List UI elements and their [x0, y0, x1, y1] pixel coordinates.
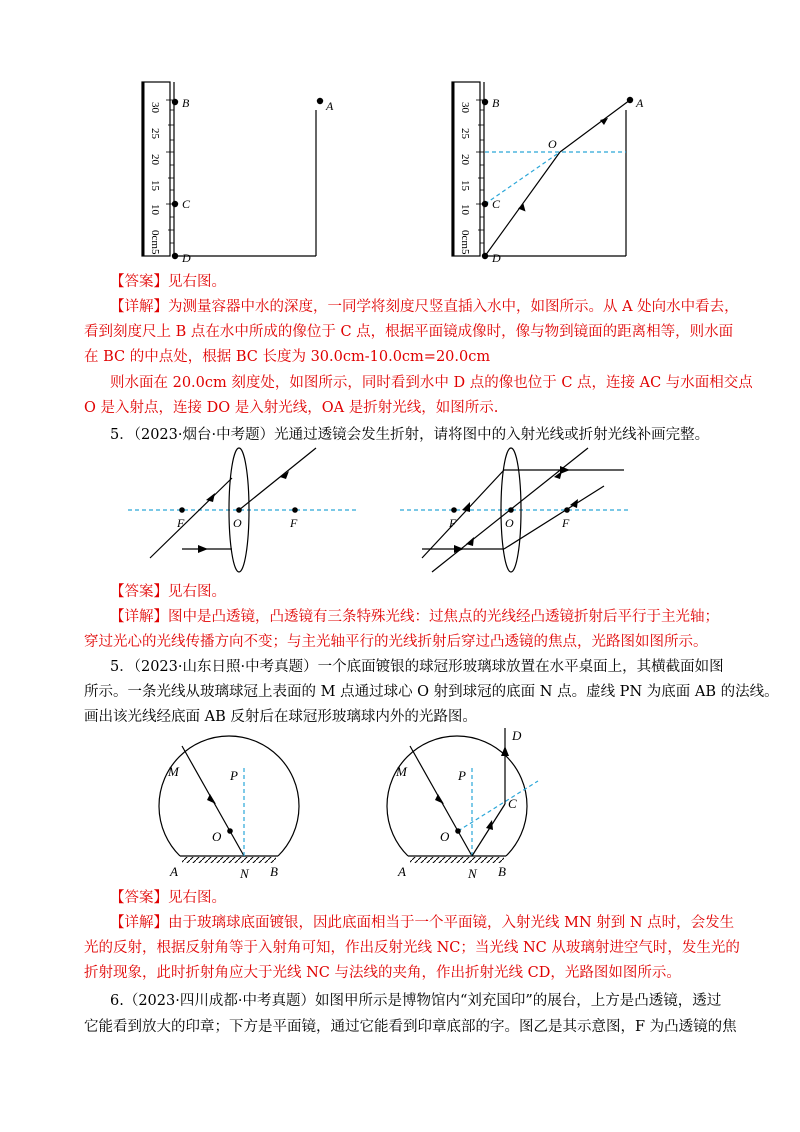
label-F-left-1: F — [177, 516, 185, 530]
label-C-right: C — [492, 197, 501, 211]
tick-20-r: 20 — [459, 154, 471, 165]
label-C-left: C — [182, 197, 191, 211]
answer-2: 【答案】见右图。 — [110, 584, 226, 600]
question-5-rizhao-line-1: 5．（2023·山东日照·中考真题）一个底面镀银的球冠形玻璃球放置在水平桌面上，其横截面如图 — [110, 659, 724, 675]
detail-1-line-5: O 是入射点，连接 DO 是入射光线，OA 是折射光线，如图所示. — [84, 400, 499, 416]
label-C-right: C — [508, 796, 517, 811]
answer-3: 【答案】见右图。 — [110, 890, 226, 906]
label-D-right: D — [512, 728, 522, 743]
tick-15: 15 — [149, 180, 161, 191]
label-M-right: M — [396, 764, 407, 779]
tick-25: 25 — [149, 128, 161, 139]
tick-20: 20 — [149, 154, 161, 165]
label-O-right: O — [505, 516, 514, 530]
label-O-right: O — [548, 137, 557, 151]
question-6-line-2: 它能看到放大的印章；下方是平面镜，通过它能看到印章底部的字。图乙是其示意图，F 为凸透镜的焦 — [84, 1019, 737, 1035]
label-B-left: B — [182, 96, 190, 110]
tick-30-r: 30 — [459, 102, 471, 113]
detail-3-line-2: 光的反射，根据反射角等于入射角可知，作出反射光线 NC；当光线 NC 从玻璃射进空气时，发生光的 — [84, 940, 740, 956]
right-container-diagram — [452, 82, 644, 265]
label-O-left-dome: O — [212, 829, 222, 844]
detail-3-line-3: 折射现象，此时折射角应大于光线 NC 与法线的夹角，作出折射光线 CD，光路图如图所示。 — [84, 965, 681, 981]
left-lens-diagram — [128, 448, 356, 572]
label-B-right: B — [492, 96, 500, 110]
label-D-left: D — [182, 251, 191, 265]
label-A-left: A — [170, 864, 178, 879]
left-dome-diagram — [159, 736, 299, 881]
tick-0cm5-r: 0cm5 — [459, 230, 471, 255]
left-container-diagram — [142, 82, 334, 265]
detail-1-line-1: 【详解】为测量容器中水的深度，一同学将刻度尺竖直插入水中，如图所示。从 A 处向水中看去， — [110, 299, 739, 315]
tick-25-r: 25 — [459, 128, 471, 139]
label-F-left-2: F — [290, 516, 298, 530]
figure-convex-lens — [120, 448, 640, 578]
label-D-right: D — [492, 251, 501, 265]
label-N-left: N — [240, 866, 249, 881]
question-5-rizhao-line-3: 画出该光线经底面 AB 反射后在球冠形玻璃球内外的光路图。 — [84, 709, 477, 725]
detail-2-line-2: 穿过光心的光线传播方向不变；与主光轴平行的光线折射后穿过凸透镜的焦点，光路图如图所示。 — [84, 634, 708, 650]
answer-1: 【答案】见右图。 — [110, 274, 226, 290]
label-B-right-dome: B — [498, 864, 506, 879]
figure-ruler-water — [130, 80, 650, 270]
label-A-right: A — [398, 864, 406, 879]
label-B-left-dome: B — [270, 864, 278, 879]
right-dome-diagram — [387, 728, 538, 881]
detail-1-line-2: 看到刻度尺上 B 点在水中所成的像位于 C 点，根据平面镜成像时，像与物到镜面的距离相等，则水面 — [84, 324, 734, 340]
tick-30: 30 — [149, 102, 161, 113]
label-O-left: O — [233, 516, 242, 530]
label-A-left: A — [326, 99, 334, 113]
detail-2-line-1: 【详解】图中是凸透镜，凸透镜有三条特殊光线：过焦点的光线经凸透镜折射后平行于主光轴； — [110, 609, 719, 625]
tick-0cm5: 0cm5 — [149, 230, 161, 255]
label-A-right: A — [636, 96, 644, 110]
tick-10: 10 — [149, 204, 161, 215]
right-lens-diagram — [400, 448, 628, 572]
tick-10-r: 10 — [459, 204, 471, 215]
label-O-right-dome: O — [440, 829, 450, 844]
detail-1-line-4: 则水面在 20.0cm 刻度处，如图所示，同时看到水中 D 点的像也位于 C 点，连接 AC 与水面相交点 — [110, 375, 753, 391]
question-5-rizhao-line-2: 所示。一条光线从玻璃球冠上表面的 M 点通过球心 O 射到球冠的底面 N 点。虚线 PN 为底面 AB 的法线。 — [84, 684, 779, 700]
detail-3-line-1: 【详解】由于玻璃球底面镀银，因此底面相当于一个平面镜，入射光线 MN 射到 N 点时，会发生 — [110, 915, 735, 931]
label-F-right-1: F — [449, 516, 457, 530]
label-F-right-2: F — [562, 516, 570, 530]
label-M-left: M — [168, 764, 179, 779]
detail-1-line-3: 在 BC 的中点处，根据 BC 长度为 30.0cm-10.0cm=20.0cm — [84, 349, 491, 365]
tick-15-r: 15 — [459, 180, 471, 191]
label-P-right: P — [458, 768, 466, 783]
label-N-right: N — [468, 866, 477, 881]
figure-glass-dome — [160, 728, 560, 883]
question-5-yantai: 5．（2023·烟台·中考题）光通过透镜会发生折射，请将图中的入射光线或折射光线补画完整。 — [110, 427, 710, 443]
label-P-left: P — [230, 768, 238, 783]
question-6-line-1: 6.（2023·四川成都·中考真题）如图甲所示是博物馆内“刘充国印”的展台，上方是凸透镜，透过 — [110, 993, 722, 1009]
